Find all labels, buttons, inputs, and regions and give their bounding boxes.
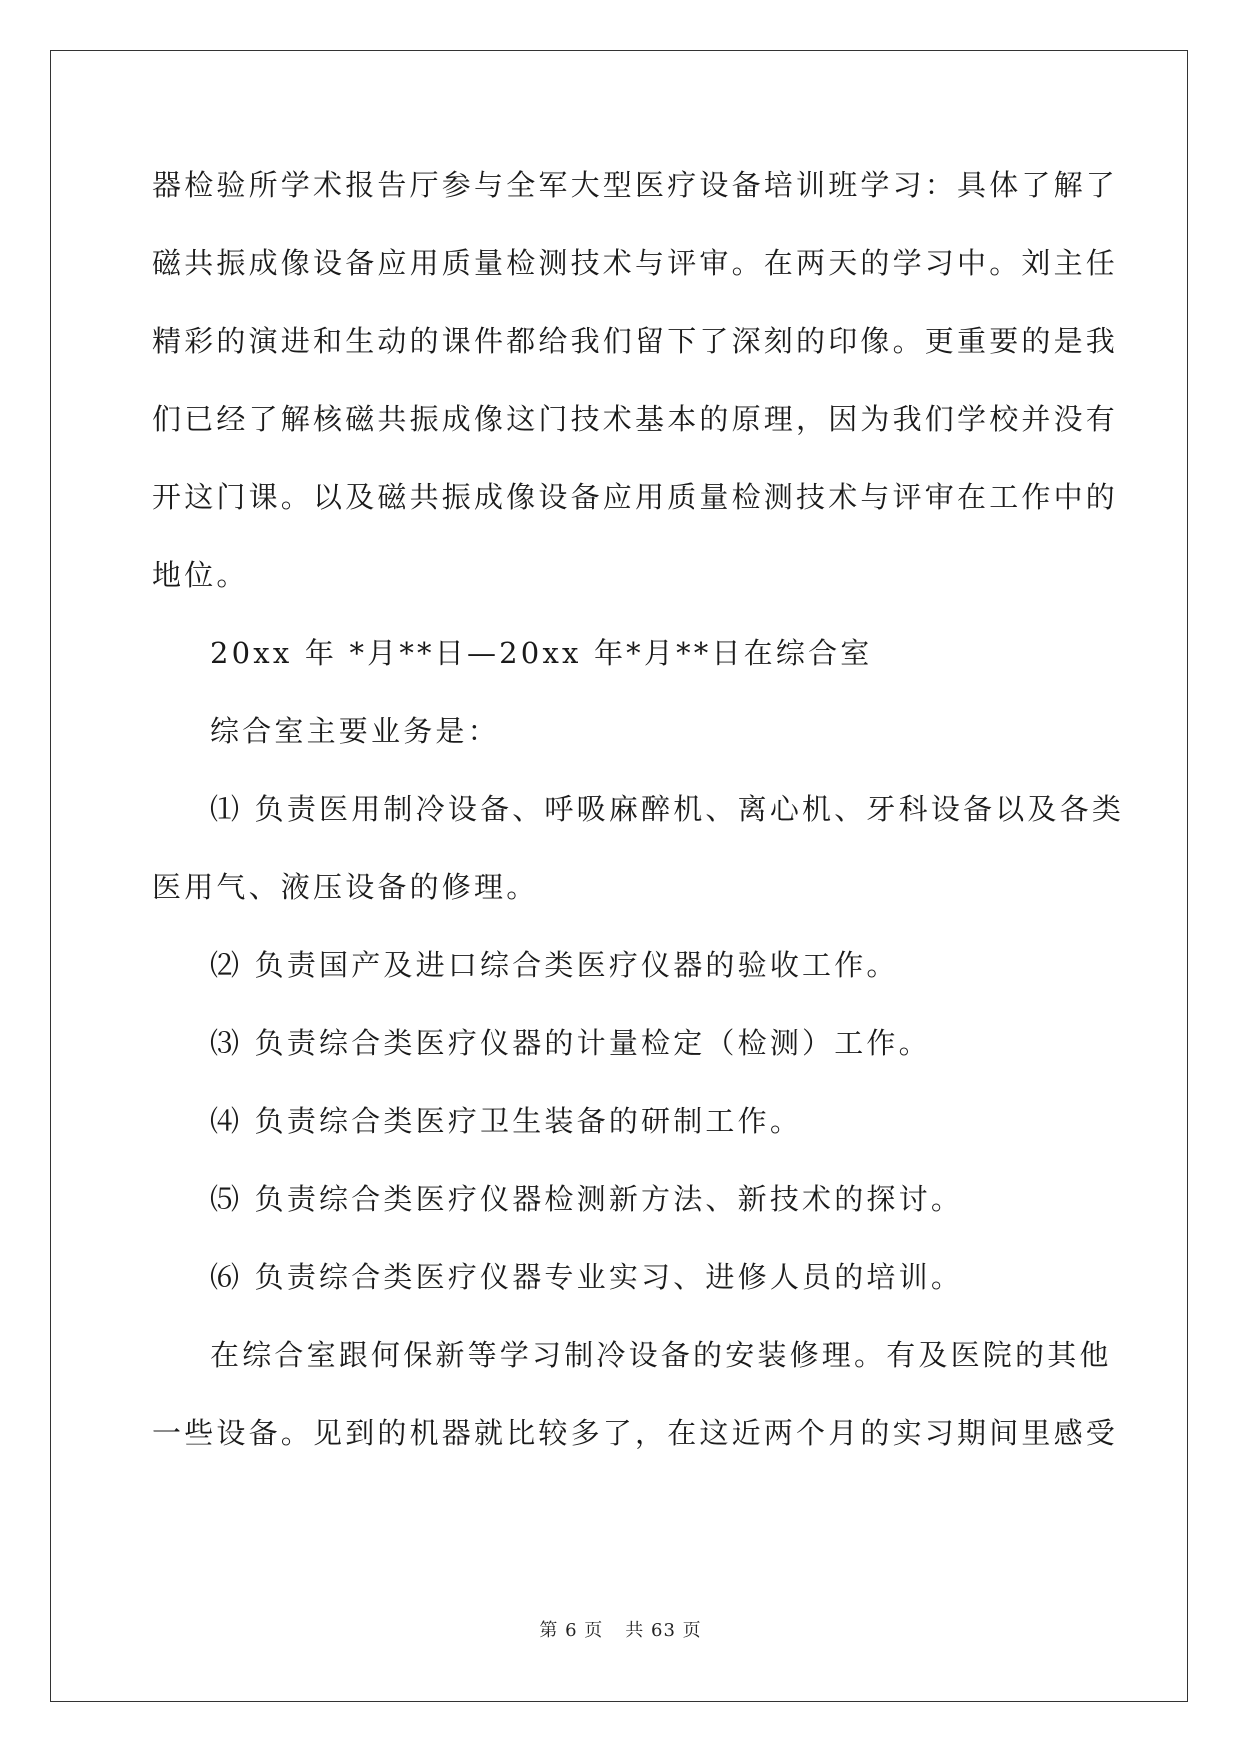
paragraph-duties-heading [152,692,1092,770]
text-line: 精彩的演进和生动的课件都给我们留下了深刻的印像。更重要的是我 [152,324,1119,358]
list-item-duty-4 [152,1082,1092,1160]
text-line: ⑵ 负责国产及进口综合类医疗仪器的验收工作。 [210,948,899,982]
text-line: ⑹ 负责综合类医疗仪器专业实习、进修人员的培训。 [210,1260,964,1294]
list-item-duty-6 [152,1238,1092,1316]
page-total: 共 63 页 [625,1620,702,1641]
page-footer [0,1616,1241,1642]
page-number: 第 6 页 [539,1620,604,1641]
text-line: 开这门课。以及磁共振成像设备应用质量检测技术与评审在工作中的 [152,480,1119,514]
text-line: 们已经了解核磁共振成像这门技术基本的原理，因为我们学校并没有 [152,402,1119,436]
list-item-duty-5 [152,1160,1092,1238]
list-item-duty-2 [152,926,1092,1004]
text-line: 在综合室跟何保新等学习制冷设备的安装修理。有及医院的其他 [210,1338,1112,1372]
text-line: ⑴ 负责医用制冷设备、呼吸麻醉机、离心机、牙科设备以及各类 [210,792,1125,826]
paragraph-training-summary [152,146,1119,614]
text-line: 医用气、液压设备的修理。 [152,870,539,904]
list-item-duty-3 [152,1004,1092,1082]
text-line: 20xx 年 *月**日—20xx 年*月**日在综合室 [210,636,873,670]
text-line: ⑶ 负责综合类医疗仪器的计量检定（检测）工作。 [210,1026,931,1060]
text-line: 器检验所学术报告厅参与全军大型医疗设备培训班学习：具体了解了 [152,168,1119,202]
paragraph-internship-experience [152,1316,1119,1472]
text-line: 地位。 [152,558,249,592]
text-line: 一些设备。见到的机器就比较多了，在这近两个月的实习期间里感受 [152,1416,1119,1450]
text-line: ⑸ 负责综合类医疗仪器检测新方法、新技术的探讨。 [210,1182,964,1216]
list-item-duty-1 [152,770,1125,926]
text-line: 综合室主要业务是： [210,714,500,748]
text-line: ⑷ 负责综合类医疗卫生装备的研制工作。 [210,1104,803,1138]
text-line: 磁共振成像设备应用质量检测技术与评审。在两天的学习中。刘主任 [152,246,1119,280]
paragraph-date-range [152,614,1092,692]
